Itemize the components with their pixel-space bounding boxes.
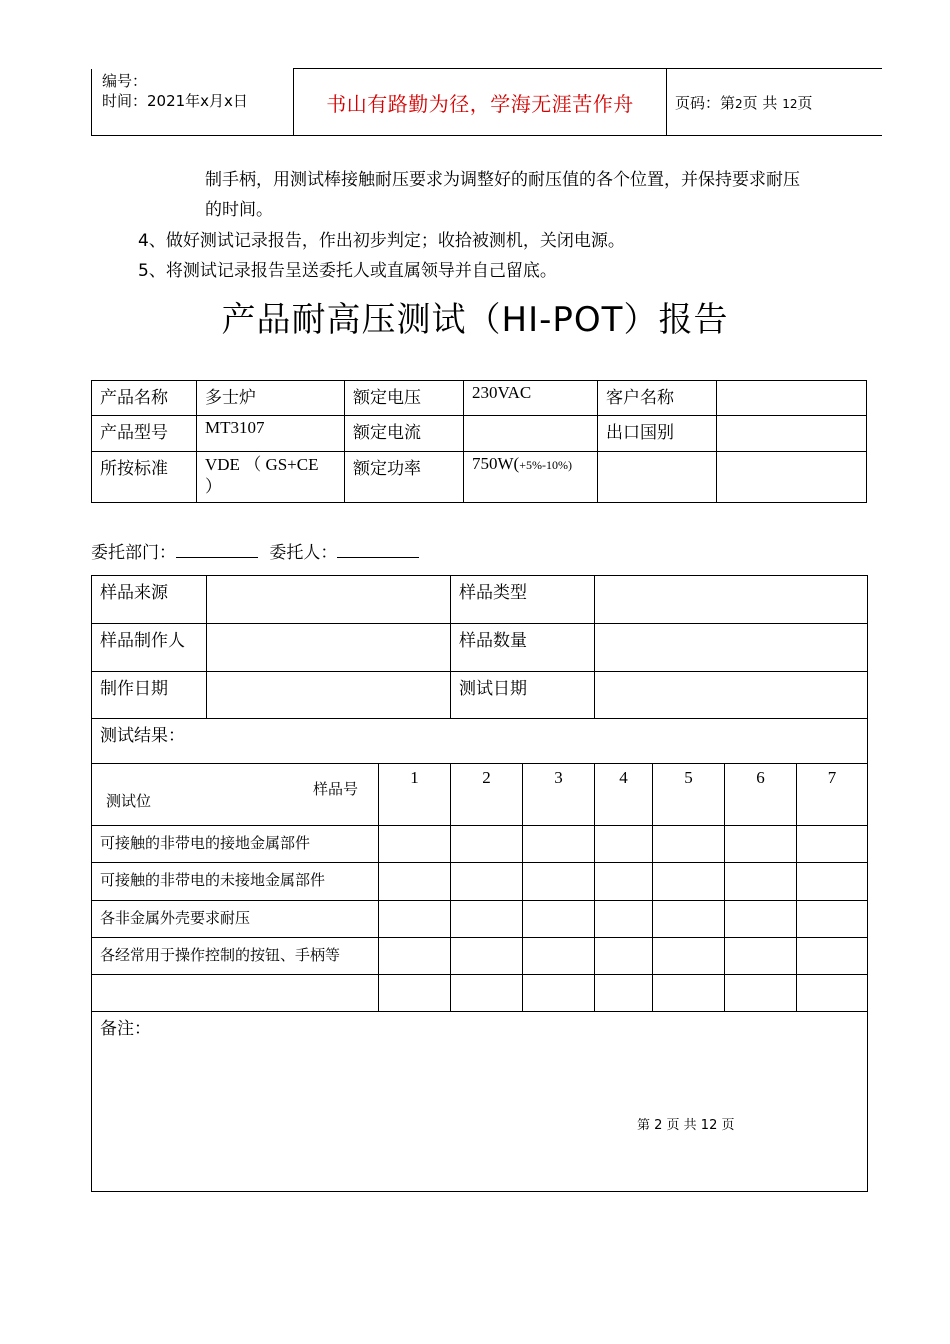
result-cell[interactable] xyxy=(595,938,653,975)
country-label: 出口国别 xyxy=(598,416,717,452)
maker-label: 样品制作人 xyxy=(92,624,207,672)
power-label: 额定功率 xyxy=(345,452,464,503)
qty-value xyxy=(595,624,868,672)
table-row xyxy=(92,938,868,975)
qty-label: 样品数量 xyxy=(451,624,595,672)
result-label: 测试结果： xyxy=(92,719,868,764)
model-value: MT3107 xyxy=(197,416,345,452)
col-header: 3 xyxy=(523,764,595,826)
result-cell[interactable] xyxy=(451,901,523,938)
result-cell[interactable] xyxy=(523,938,595,975)
result-cell[interactable] xyxy=(451,863,523,901)
empty-cell xyxy=(598,452,717,503)
power-watts: 750W( xyxy=(472,454,520,473)
page-suffix: 页 xyxy=(797,93,813,112)
result-cell[interactable] xyxy=(451,938,523,975)
result-cell[interactable] xyxy=(379,975,451,1012)
result-cell[interactable] xyxy=(595,826,653,863)
customer-label: 客户名称 xyxy=(598,381,717,416)
result-cell[interactable] xyxy=(725,975,797,1012)
voltage-label: 额定电压 xyxy=(345,381,464,416)
source-label: 样品来源 xyxy=(92,576,207,624)
instruction-step-4: 4、做好测试记录报告，作出初步判定；收拾被测机，关闭电源。 xyxy=(138,231,625,251)
name-label: 产品名称 xyxy=(92,381,197,416)
made-date-label: 制作日期 xyxy=(92,672,207,719)
power-value xyxy=(464,452,598,503)
header-meta xyxy=(92,69,294,136)
name-value: 多士炉 xyxy=(197,381,345,416)
page-num: 2 xyxy=(735,96,743,111)
product-info-table xyxy=(91,380,867,503)
sample-test-table xyxy=(91,575,868,1192)
result-cell[interactable] xyxy=(595,863,653,901)
col-header: 4 xyxy=(595,764,653,826)
result-cell[interactable] xyxy=(379,901,451,938)
result-cell[interactable] xyxy=(797,826,868,863)
result-cell[interactable] xyxy=(653,975,725,1012)
dept-blank[interactable] xyxy=(176,541,258,558)
table-row xyxy=(92,826,868,863)
type-label: 样品类型 xyxy=(451,576,595,624)
result-cell[interactable] xyxy=(379,938,451,975)
page-indicator xyxy=(667,69,882,136)
row-label: 可接触的非带电的未接地金属部件 xyxy=(92,863,379,901)
current-value xyxy=(464,416,598,452)
instruction-line-1: 制手柄，用测试棒接触耐压要求为调整好的耐压值的各个位置，并保持要求耐压 xyxy=(205,170,800,190)
result-cell[interactable] xyxy=(797,863,868,901)
row-label: 可接触的非带电的接地金属部件 xyxy=(92,826,379,863)
power-tolerance: +5%-10%) xyxy=(519,458,572,472)
report-title: 产品耐高压测试（HI-POT）报告 xyxy=(221,300,729,340)
motto: 书山有路勤为径，学海无涯苦作舟 xyxy=(294,69,667,136)
result-cell[interactable] xyxy=(523,826,595,863)
source-value xyxy=(207,576,451,624)
model-label: 产品型号 xyxy=(92,416,197,452)
table-row xyxy=(92,863,868,901)
result-cell[interactable] xyxy=(451,975,523,1012)
time-label: 时间：2021年x月x日 xyxy=(102,91,248,110)
result-cell[interactable] xyxy=(379,826,451,863)
col-header: 5 xyxy=(653,764,725,826)
instruction-line-2: 的时间。 xyxy=(205,200,273,220)
sample-no-label: 样品号 xyxy=(312,780,358,798)
grid-header-corner xyxy=(92,764,379,826)
page-header xyxy=(91,68,882,136)
result-cell[interactable] xyxy=(653,901,725,938)
page-mid: 页 共 xyxy=(742,93,778,112)
result-cell[interactable] xyxy=(653,863,725,901)
col-header: 6 xyxy=(725,764,797,826)
result-cell[interactable] xyxy=(653,826,725,863)
col-header: 1 xyxy=(379,764,451,826)
standard-value xyxy=(197,452,345,503)
footer-page-number: 第 2 页 共 12 页 xyxy=(637,1118,735,1133)
person-blank[interactable] xyxy=(337,541,419,558)
result-cell[interactable] xyxy=(797,975,868,1012)
result-cell[interactable] xyxy=(379,863,451,901)
remark-cell[interactable] xyxy=(92,1012,868,1192)
result-cell[interactable] xyxy=(451,826,523,863)
test-date-label: 测试日期 xyxy=(451,672,595,719)
result-cell[interactable] xyxy=(725,901,797,938)
maker-value xyxy=(207,624,451,672)
test-date-value xyxy=(595,672,868,719)
page-total: 12 xyxy=(782,96,798,111)
result-cell[interactable] xyxy=(523,863,595,901)
position-label: 测试位 xyxy=(106,792,152,810)
result-cell[interactable] xyxy=(797,901,868,938)
remark-label: 备注： xyxy=(100,1019,151,1039)
result-cell[interactable] xyxy=(797,938,868,975)
page-prefix: 页码：第 xyxy=(675,93,736,112)
standard-label: 所按标准 xyxy=(92,452,197,503)
country-value xyxy=(717,416,867,452)
table-row xyxy=(92,975,868,1012)
result-cell[interactable] xyxy=(725,863,797,901)
standard-value-line1: VDE （ GS+CE xyxy=(205,455,319,474)
table-row xyxy=(92,901,868,938)
col-header: 7 xyxy=(797,764,868,826)
row-label xyxy=(92,975,379,1012)
current-label: 额定电流 xyxy=(345,416,464,452)
empty-cell xyxy=(717,452,867,503)
customer-value xyxy=(717,381,867,416)
row-label: 各非金属外壳要求耐压 xyxy=(92,901,379,938)
instruction-step-5: 5、将测试记录报告呈送委托人或直属领导并自己留底。 xyxy=(138,261,557,281)
delegate-line xyxy=(91,538,419,563)
voltage-value: 230VAC xyxy=(464,381,598,416)
dept-label: 委托部门： xyxy=(91,543,176,563)
result-cell[interactable] xyxy=(523,975,595,1012)
result-cell[interactable] xyxy=(725,938,797,975)
standard-value-line2: ） xyxy=(205,477,222,496)
row-label: 各经常用于操作控制的按钮、手柄等 xyxy=(92,938,379,975)
number-label: 编号： xyxy=(102,71,148,90)
result-cell[interactable] xyxy=(653,938,725,975)
type-value xyxy=(595,576,868,624)
result-cell[interactable] xyxy=(523,901,595,938)
col-header: 2 xyxy=(451,764,523,826)
result-cell[interactable] xyxy=(725,826,797,863)
made-date-value xyxy=(207,672,451,719)
result-cell[interactable] xyxy=(595,901,653,938)
person-label: 委托人： xyxy=(269,543,338,563)
result-cell[interactable] xyxy=(595,975,653,1012)
